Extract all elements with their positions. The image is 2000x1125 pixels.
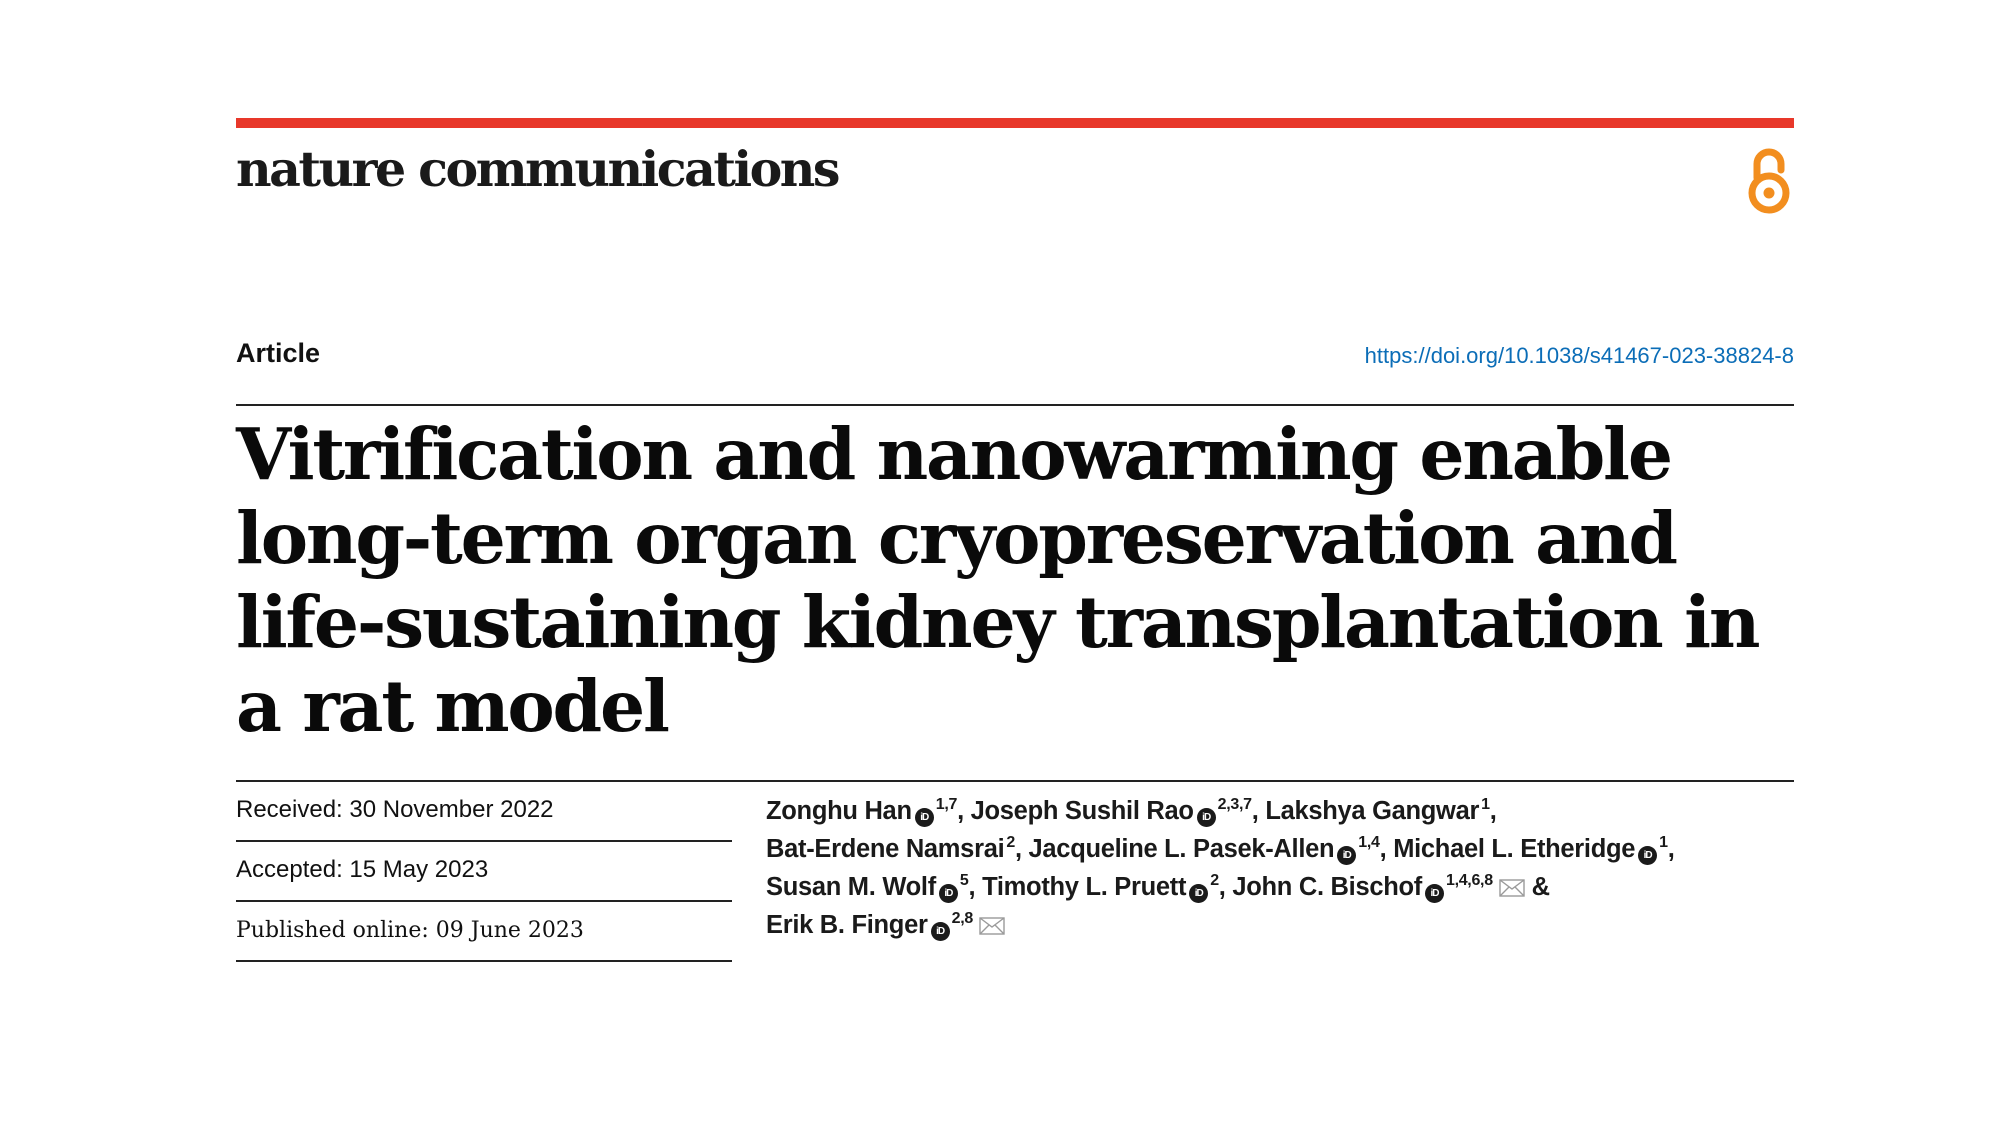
affiliation-superscript: 1,4,6,8 bbox=[1445, 872, 1493, 889]
author-name[interactable] bbox=[982, 873, 1219, 901]
author-name[interactable] bbox=[1393, 835, 1668, 863]
published-date: Published online: 09 June 2023 bbox=[236, 902, 732, 962]
author-label: Bat-Erdene Namsrai bbox=[766, 835, 1005, 863]
author-label: Susan M. Wolf bbox=[766, 873, 936, 901]
article-info bbox=[236, 780, 1794, 943]
orcid-icon[interactable]: iD bbox=[1189, 884, 1208, 903]
article-type: Article bbox=[236, 338, 321, 368]
orcid-icon[interactable]: iD bbox=[1425, 884, 1444, 903]
journal-brand-bar bbox=[236, 118, 1794, 128]
author-label: Michael L. Etheridge bbox=[1393, 835, 1636, 863]
orcid-icon[interactable]: iD bbox=[939, 884, 958, 903]
orcid-icon[interactable]: iD bbox=[1197, 808, 1216, 827]
open-access-icon bbox=[1744, 144, 1794, 216]
author-name[interactable] bbox=[1265, 797, 1489, 825]
author-name[interactable] bbox=[971, 797, 1252, 825]
author-label: Zonghu Han bbox=[766, 797, 912, 825]
article-header bbox=[236, 118, 1794, 943]
author-list: Zonghu Han iD$^{1,7}$, Joseph Sushil Rao iD$^{2,3,7}$, Lakshya Gangwar $^1$, Bat-Erdene Namsrai $^2$, Jacqueline L. Pasek-Allen iD$^{1,4}$, Michael L. Etheridge $iD^1$, Susan M. Wolf $iD^5$, Timothy L. Pruett $iD^2$, John C. Bischof iD$^{1,4,6,8}$ & Erik B. Finger iD$^{2,8}$ bbox=[766, 796, 1675, 939]
author-label: Joseph Sushil Rao bbox=[970, 797, 1194, 825]
affiliation-superscript: 1,4 bbox=[1358, 834, 1380, 851]
affiliation-superscript: 1,7 bbox=[935, 796, 958, 813]
email-icon[interactable] bbox=[979, 917, 1005, 935]
author-name[interactable] bbox=[766, 911, 1005, 939]
affiliation-superscript: 2,8 bbox=[951, 910, 973, 927]
masthead bbox=[236, 128, 1794, 244]
article-meta-row bbox=[236, 328, 1794, 406]
author-label: Erik B. Finger bbox=[766, 911, 928, 939]
accepted-date: Accepted: 15 May 2023 bbox=[236, 842, 732, 902]
affiliation-superscript: 1 bbox=[1659, 834, 1668, 851]
affiliation-superscript: 1 bbox=[1481, 796, 1490, 813]
orcid-icon[interactable]: iD bbox=[915, 808, 934, 827]
dates-panel bbox=[236, 782, 732, 962]
affiliation-superscript: 5 bbox=[959, 872, 969, 889]
email-icon[interactable] bbox=[1499, 879, 1525, 897]
author-name[interactable] bbox=[766, 797, 957, 825]
journal-name[interactable]: nature communications bbox=[236, 140, 838, 198]
author-label: Timothy L. Pruett bbox=[982, 873, 1187, 901]
orcid-icon[interactable]: iD bbox=[1638, 846, 1657, 865]
author-label: Lakshya Gangwar bbox=[1265, 797, 1480, 825]
affiliation-superscript: 2 bbox=[1210, 872, 1219, 889]
doi-link[interactable]: https://doi.org/10.1038/s41467-023-38824-8 bbox=[1364, 343, 1794, 368]
author-label: John C. Bischof bbox=[1232, 873, 1422, 901]
author-name[interactable] bbox=[1232, 873, 1524, 901]
affiliation-superscript: 2,3,7 bbox=[1217, 796, 1252, 813]
author-name[interactable] bbox=[1029, 835, 1380, 863]
author-name[interactable] bbox=[766, 835, 1015, 863]
article-title: Vitrification and nanowarming enable long-term organ cryopreservation and life-sustaining kidney transplantation in a rat model bbox=[236, 412, 1759, 748]
author-label: Jacqueline L. Pasek-Allen bbox=[1028, 835, 1335, 863]
author-name[interactable] bbox=[766, 873, 969, 901]
orcid-icon[interactable]: iD bbox=[1337, 846, 1356, 865]
received-date: Received: 30 November 2022 bbox=[236, 782, 732, 842]
orcid-icon[interactable]: iD bbox=[931, 922, 950, 941]
affiliation-superscript: 2 bbox=[1006, 834, 1015, 851]
